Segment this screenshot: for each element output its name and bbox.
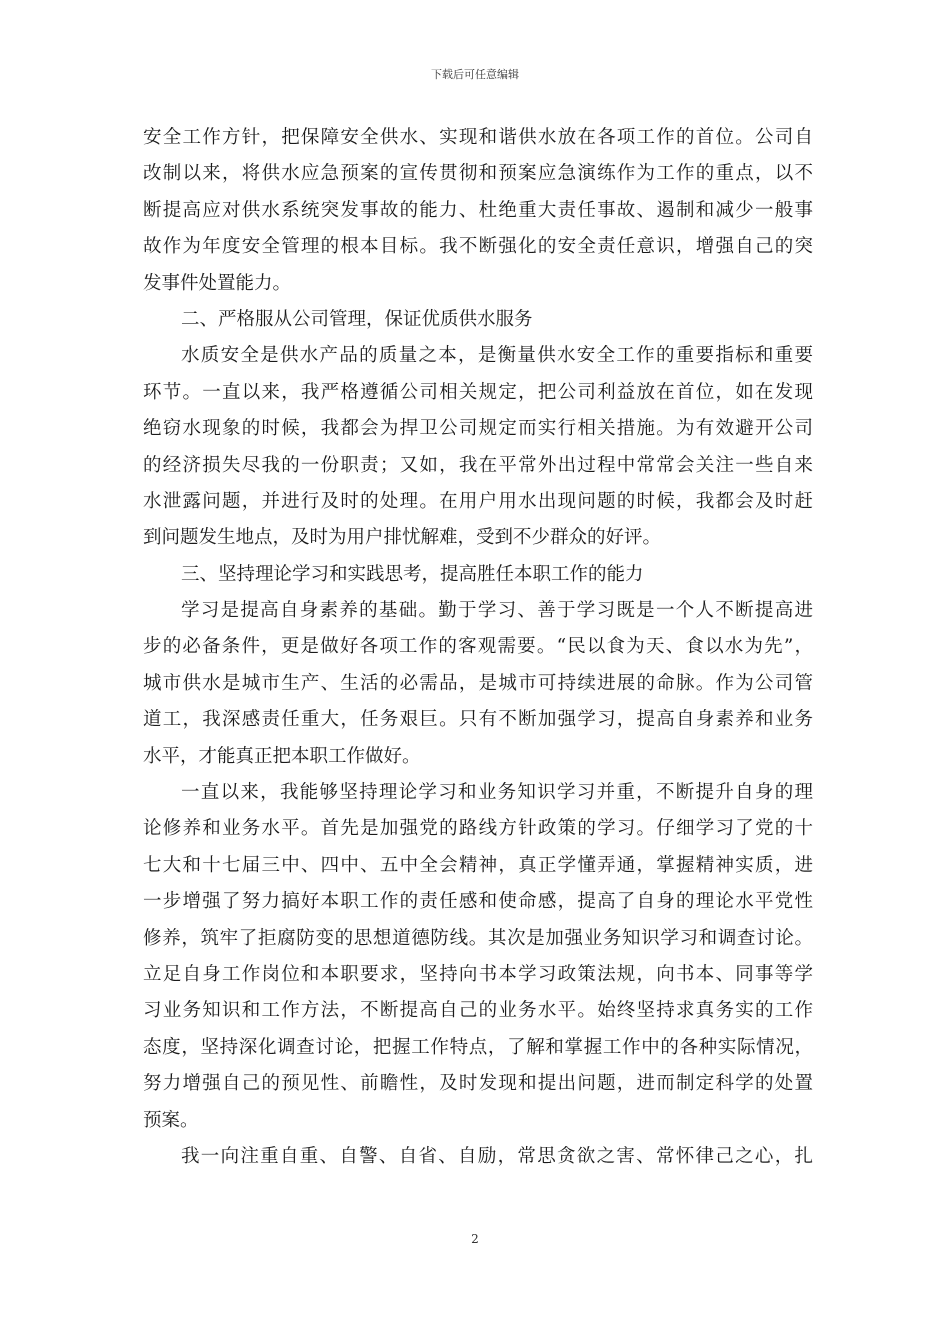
text-line: 水平，才能真正把本职工作做好。 bbox=[143, 745, 421, 767]
text-line: 立足自身工作岗位和本职要求，坚持向书本学习政策法规，向书本、同事等学 bbox=[143, 963, 813, 985]
paragraph bbox=[143, 120, 813, 302]
text-line: 态度，坚持深化调查讨论，把握工作特点，了解和掌握工作中的各种实际情况， bbox=[143, 1036, 813, 1058]
text-line: 二、严格服从公司管理，保证优质供水服务 bbox=[181, 308, 533, 330]
document-body bbox=[143, 120, 813, 1175]
text-line: 一步增强了努力搞好本职工作的责任感和使命感，提高了自身的理论水平党性 bbox=[143, 891, 813, 913]
paragraph bbox=[143, 1139, 813, 1175]
paragraph bbox=[143, 302, 813, 338]
text-line: 环节。一直以来，我严格遵循公司相关规定，把公司利益放在首位，如在发现 bbox=[143, 381, 813, 403]
text-line: 故作为年度安全管理的根本目标。我不断强化的安全责任意识，增强自己的突 bbox=[143, 236, 813, 258]
paragraph bbox=[143, 557, 813, 593]
text-line: 学习是提高自身素养的基础。勤于学习、善于学习既是一个人不断提高进 bbox=[181, 600, 813, 622]
text-line: 发事件处置能力。 bbox=[143, 272, 292, 294]
text-line: 习业务知识和工作方法，不断提高自己的业务水平。始终坚持求真务实的工作 bbox=[143, 1000, 813, 1022]
paragraph bbox=[143, 593, 813, 775]
text-line: 一直以来，我能够坚持理论学习和业务知识学习并重，不断提升自身的理 bbox=[181, 782, 813, 804]
text-line: 水质安全是供水产品的质量之本，是衡量供水安全工作的重要指标和重要 bbox=[181, 345, 813, 367]
text-line: 安全工作方针，把保障安全供水、实现和谐供水放在各项工作的首位。公司自 bbox=[143, 127, 813, 148]
page-number: 2 bbox=[471, 1232, 479, 1246]
text-line: 断提高应对供水系统突发事故的能力、杜绝重大责任事故、遏制和减少一般事 bbox=[143, 199, 813, 221]
text-line: 城市供水是城市生产、生活的必需品，是城市可持续进展的命脉。作为公司管 bbox=[143, 672, 813, 694]
text-line: 绝窃水现象的时候，我都会为捍卫公司规定而实行相关措施。为有效避开公司 bbox=[143, 418, 813, 440]
paragraph bbox=[143, 338, 813, 556]
text-line: 七大和十七届三中、四中、五中全会精神，真正学懂弄通，掌握精神实质，进 bbox=[143, 854, 813, 876]
text-line: 道工，我深感责任重大，任务艰巨。只有不断加强学习，提高自身素养和业务 bbox=[143, 709, 813, 731]
paragraph bbox=[143, 775, 813, 1139]
text-line: 努力增强自己的预见性、前瞻性，及时发现和提出问题，进而制定科学的处置 bbox=[143, 1073, 813, 1095]
text-line: 水泄露问题，并进行及时的处理。在用户用水出现问题的时候，我都会及时赶 bbox=[143, 490, 813, 512]
page-header: 下载后可任意编辑 bbox=[431, 68, 519, 81]
text-line: 到问题发生地点，及时为用户排忧解难，受到不少群众的好评。 bbox=[143, 527, 662, 549]
text-line: 三、坚持理论学习和实践思考，提高胜任本职工作的能力 bbox=[181, 563, 644, 585]
text-line: 我一向注重自重、自警、自省、自励，常思贪欲之害、常怀律己之心，扎 bbox=[181, 1145, 813, 1167]
text-line: 论修养和业务水平。首先是加强党的路线方针政策的学习。仔细学习了党的十 bbox=[143, 818, 813, 840]
text-line: 改制以来，将供水应急预案的宣传贯彻和预案应急演练作为工作的重点，以不 bbox=[143, 163, 813, 185]
text-line: 步的必备条件，更是做好各项工作的客观需要。“民以食为天、食以水为先”， bbox=[143, 636, 813, 658]
text-line: 修养，筑牢了拒腐防变的思想道德防线。其次是加强业务知识学习和调查讨论。 bbox=[143, 927, 813, 949]
text-line: 预案。 bbox=[143, 1109, 199, 1131]
text-line: 的经济损失尽我的一份职责；又如，我在平常外出过程中常常会关注一些自来 bbox=[143, 454, 813, 476]
